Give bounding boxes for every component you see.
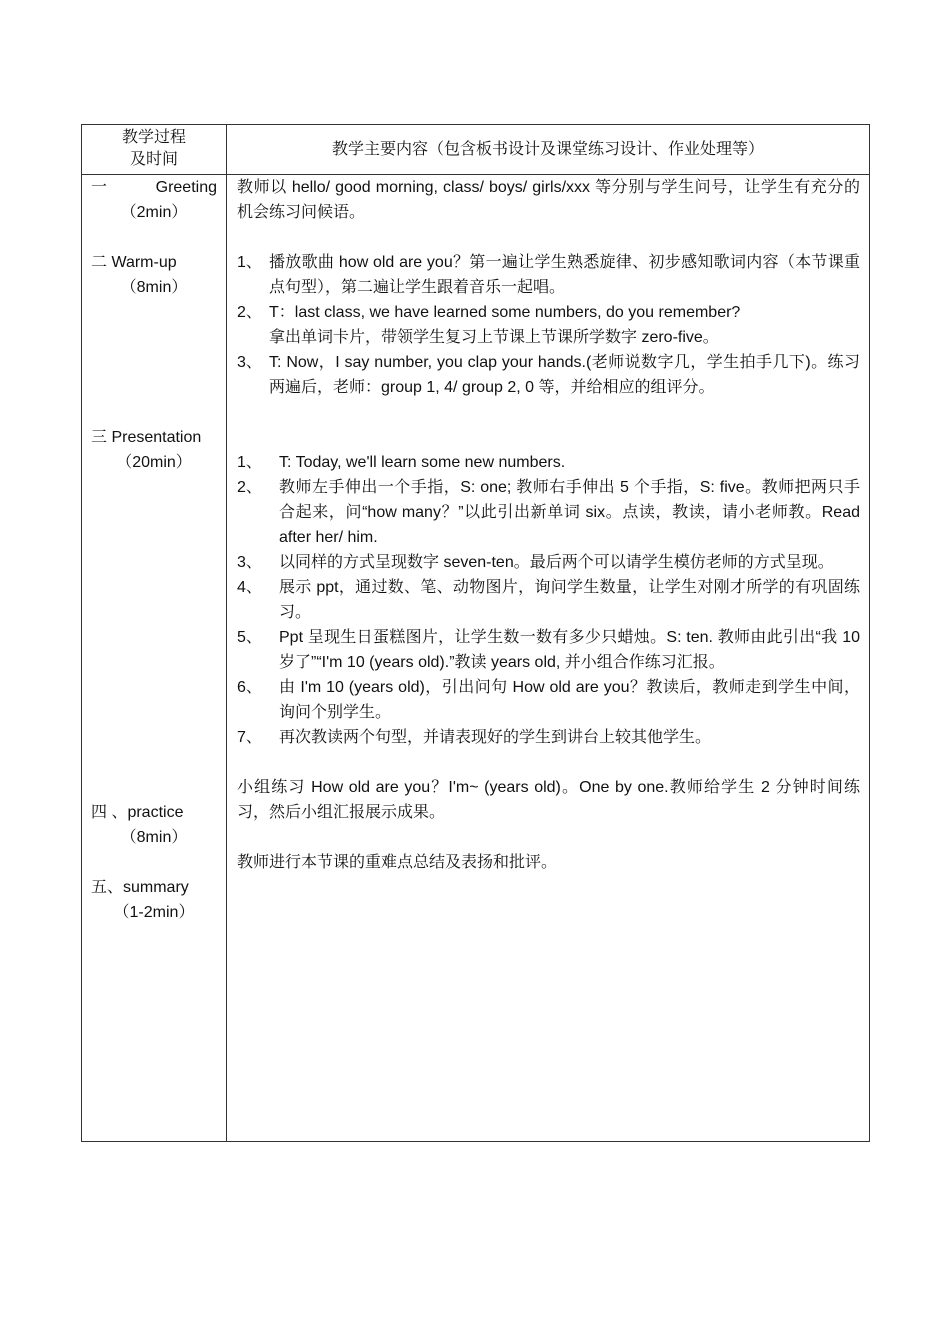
stage-warmup-name: 二 Warm-up: [91, 254, 177, 271]
header-left-line2: 及时间: [129, 151, 178, 168]
list-item: 1、 播放歌曲 how old are you？第一遍让学生熟悉旋律、初步感知歌词内容（本节课重点句型），第二遍让学生跟着音乐一起唱。: [237, 254, 860, 296]
stage-practice: [82, 800, 226, 850]
list-item: 2、 教师左手伸出一个手指，S: one; 教师右手伸出 5 个手指，S: five。教师把两只手合起来，问“how many？”以此引出新单词 six。点读，教读，请小老师教。Read after her/ him.: [237, 479, 860, 546]
list-item: 3、 以同样的方式呈现数字 seven-ten。最后两个可以请学生模仿老师的方式呈现。: [237, 554, 834, 571]
presentation-steps: [237, 450, 860, 750]
stage-practice-name: 四 、practice: [91, 804, 184, 821]
summary-content: 教师进行本节课的重难点总结及表扬和批评。: [237, 854, 558, 871]
stage-presentation-time: （20min）: [116, 454, 192, 471]
stage-summary-name: 五、summary: [91, 879, 189, 896]
header-process-time: [82, 125, 227, 175]
table-header-row: [82, 125, 870, 175]
stages-column: [82, 175, 227, 1142]
header-left-line1: 教学过程: [121, 129, 186, 146]
stage-warmup: [82, 250, 226, 300]
list-item: 4、 展示 ppt，通过数、笔、动物图片，询问学生数量，让学生对刚才所学的有巩固练习。: [237, 579, 860, 621]
stage-summary-time: （1-2min）: [113, 904, 195, 921]
table-body-row: [82, 175, 870, 1142]
lesson-plan-table: [81, 124, 870, 1142]
list-item: 1、 T: Today, we'll learn some new numbers.: [237, 454, 566, 471]
stage-greeting: [82, 175, 226, 225]
list-item: 5、 Ppt 呈现生日蛋糕图片，让学生数一数有多少只蜡烛。S: ten. 教师由此引出“我 10 岁了”“I'm 10 (years old).”教读 years old, 并小组合作练习汇报。: [237, 629, 860, 671]
stage-summary: [82, 875, 226, 925]
list-item: 7、 再次教读两个句型，并请表现好的学生到讲台上较其他学生。: [237, 729, 712, 746]
list-item: 3、 T: Now，I say number, you clap your hands.(老师说数字几，学生拍手几下)。练习两遍后，老师：group 1, 4/ group 2, 0 等，并给相应的组评分。: [237, 354, 860, 396]
stage-warmup-time: （8min）: [120, 279, 188, 296]
stage-practice-time: （8min）: [120, 829, 188, 846]
warmup-steps: [237, 250, 860, 400]
header-main-content: 教学主要内容（包含板书设计及课堂练习设计、作业处理等）: [227, 125, 870, 175]
stage-presentation-name: 三 Presentation: [91, 429, 202, 446]
content-column: [227, 175, 870, 1142]
stage-presentation: [82, 425, 226, 475]
greeting-content: 教师以 hello/ good morning, class/ boys/ girls/xxx 等分别与学生问号，让学生有充分的机会练习问候语。: [237, 179, 860, 221]
list-item: 6、 由 I'm 10 (years old)，引出问句 How old are you？教读后，教师走到学生中间，询问个别学生。: [237, 679, 860, 721]
practice-content: 小组练习 How old are you？I'm~ (years old)。One by one.教师给学生 2 分钟时间练习，然后小组汇报展示成果。: [237, 779, 860, 821]
list-item: 2、 T：last class, we have learned some numbers, do you remember? 拿出单词卡片，带领学生复习上节课上节课所学数字 zero-five。: [237, 304, 741, 346]
stage-greeting-num: 一: [91, 179, 108, 196]
stage-greeting-name: Greeting: [155, 179, 217, 196]
stage-greeting-time: （2min）: [120, 204, 188, 221]
